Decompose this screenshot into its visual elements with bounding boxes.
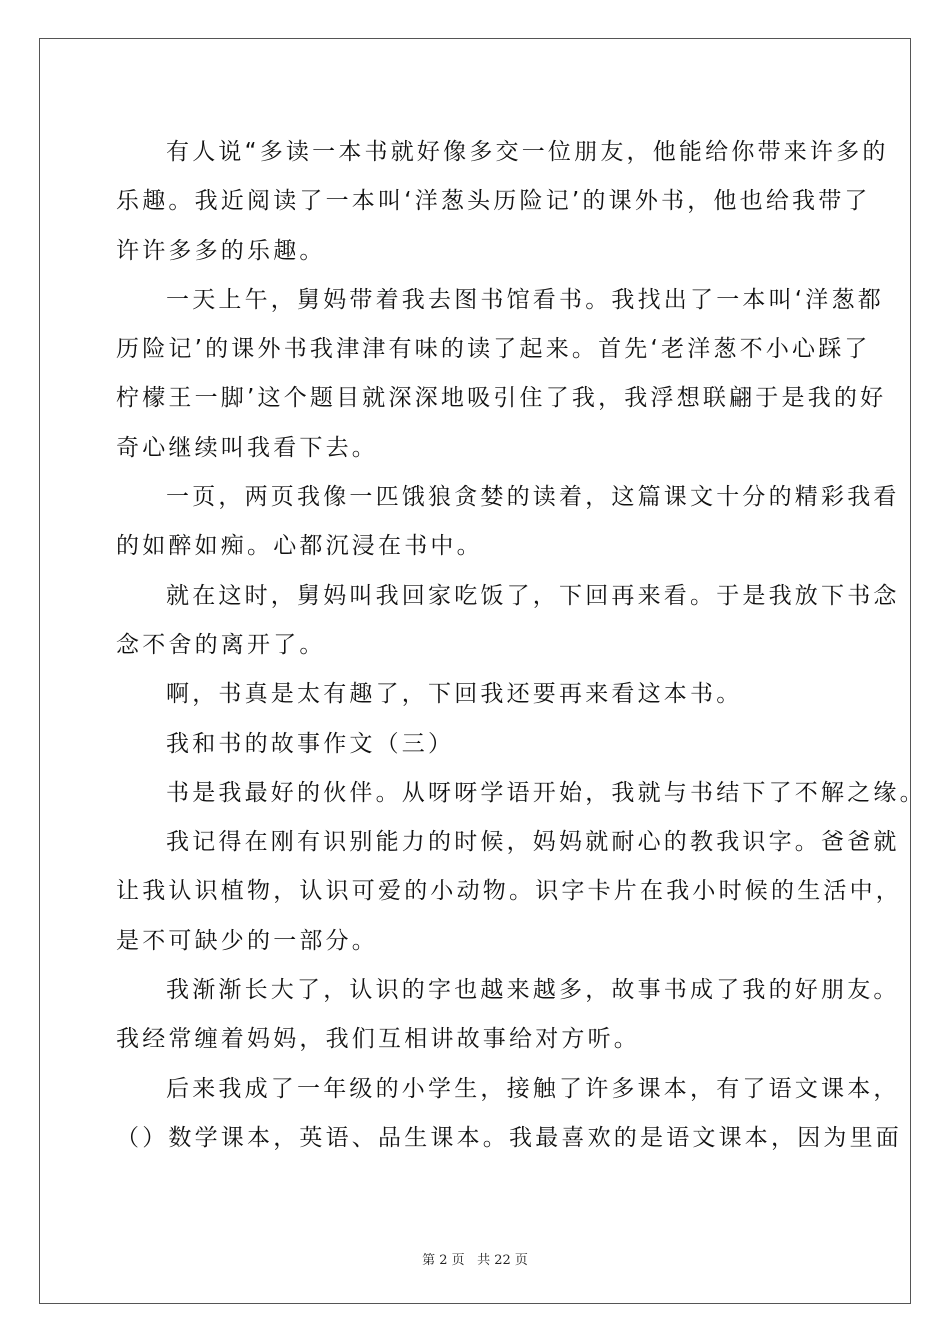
document-body bbox=[116, 128, 926, 1163]
text-line: 历险记’的课外书我津津有味的读了起来。首先‘老洋葱不小心踩了 bbox=[116, 336, 871, 363]
page-number: 第 2 页 bbox=[422, 1253, 465, 1268]
text-line: 我渐渐长大了，认识的字也越来越多，故事书成了我的好朋友。 bbox=[166, 977, 900, 1004]
page-total: 共 22 页 bbox=[477, 1253, 528, 1268]
text-line: 啊，书真是太有趣了，下回我还要再来看这本书。 bbox=[166, 681, 743, 708]
text-line: 许许多多的乐趣。 bbox=[116, 237, 326, 264]
text-line: 我记得在刚有识别能力的时候，妈妈就耐心的教我识字。爸爸就 bbox=[166, 829, 900, 856]
text-line: 让我认识植物，认识可爱的小动物。识字卡片在我小时候的生活中， bbox=[116, 878, 902, 905]
text-line: （）数学课本，英语、品生课本。我最喜欢的是语文课本，因为里面 bbox=[116, 1124, 902, 1151]
text-line: 是不可缺少的一部分。 bbox=[116, 927, 378, 954]
section-heading: 我和书的故事作文（三） bbox=[166, 730, 455, 757]
text-line: 我经常缠着妈妈，我们互相讲故事给对方听。 bbox=[116, 1026, 640, 1053]
text-line: 就在这时，舅妈叫我回家吃饭了，下回再来看。于是我放下书念 bbox=[166, 582, 900, 609]
text-line: 后来我成了一年级的小学生，接触了许多课本，有了语文课本， bbox=[166, 1075, 900, 1102]
text-line: 一天上午，舅妈带着我去图书馆看书。我找出了一本叫‘洋葱都 bbox=[166, 286, 884, 313]
text-line: 有人说“多读一本书就好像多交一位朋友，他能给你带来许多的 bbox=[166, 139, 889, 165]
text-line: 一页，两页我像一匹饿狼贪婪的读着，这篇课文十分的精彩我看 bbox=[166, 484, 900, 511]
text-line: 柠檬王一脚’这个题目就深深地吸引住了我，我浮想联翩于是我的好 bbox=[116, 385, 887, 412]
text-line: 乐趣。我近阅读了一本叫‘洋葱头历险记’的课外书，他也给我带了 bbox=[116, 188, 871, 215]
text-line: 书是我最好的伙伴。从呀呀学语开始，我就与书结下了不解之缘。 bbox=[166, 779, 926, 806]
text-line: 的如醉如痴。心都沉浸在书中。 bbox=[116, 533, 483, 560]
page-footer bbox=[0, 1249, 950, 1268]
text-line: 念不舍的离开了。 bbox=[116, 631, 326, 658]
text-line: 奇心继续叫我看下去。 bbox=[116, 434, 378, 461]
